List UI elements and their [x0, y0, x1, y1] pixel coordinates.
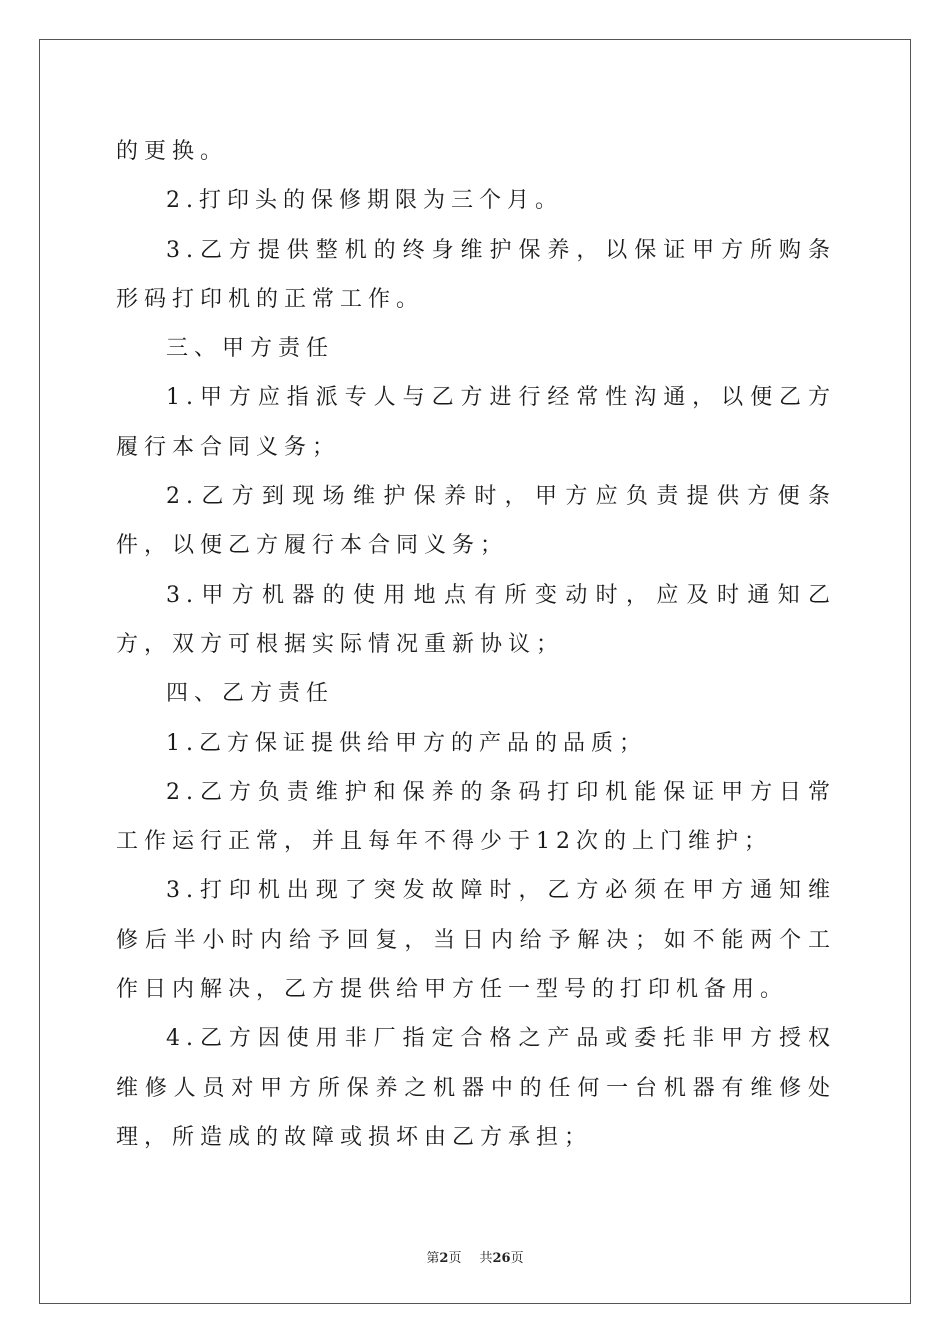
paragraph-10: 2.乙方负责维护和保养的条码打印机能保证甲方日常工作运行正常，并且每年不得少于12次的上门维护；	[116, 779, 836, 855]
paragraph-6: 2.乙方到现场维护保养时，甲方应负责提供方便条件，以便乙方履行本合同义务；	[116, 484, 836, 559]
page-footer	[0, 1247, 950, 1266]
paragraph-1: 的更换。	[116, 139, 229, 164]
footer-page-suffix: 页	[448, 1251, 462, 1266]
paragraph-5: 1.甲方应指派专人与乙方进行经常性沟通，以便乙方履行本合同义务；	[116, 385, 836, 460]
footer-total-pages: 26	[492, 1251, 511, 1266]
paragraph-2: 2.打印头的保修期限为三个月。	[166, 188, 563, 214]
footer-total-prefix: 共	[479, 1251, 493, 1266]
footer-page-number: 2	[439, 1251, 449, 1266]
paragraph-11: 3.打印机出现了突发故障时，乙方必须在甲方通知维修后半小时内给予回复，当日内给予解决；如不能两个工作日内解决，乙方提供给甲方任一型号的打印机备用。	[116, 878, 836, 1003]
paragraph-3: 3.乙方提供整机的终身维护保养，以保证甲方所购条形码打印机的正常工作。	[116, 237, 836, 312]
paragraph-12: 4.乙方因使用非厂指定合格之产品或委托非甲方授权维修人员对甲方所保养之机器中的任何一台机器有维修处理，所造成的故障或损坏由乙方承担；	[116, 1026, 836, 1150]
document-body	[116, 127, 836, 1162]
paragraph-7: 3.甲方机器的使用地点有所变动时，应及时通知乙方，双方可根据实际情况重新协议；	[116, 582, 836, 657]
section-heading-party-b: 四、乙方责任	[166, 681, 335, 707]
paragraph-9: 1.乙方保证提供给甲方的产品的品质；	[166, 730, 647, 756]
footer-total-suffix: 页	[510, 1251, 524, 1266]
footer-page-prefix: 第	[426, 1251, 440, 1266]
section-heading-party-a: 三、甲方责任	[166, 336, 335, 362]
